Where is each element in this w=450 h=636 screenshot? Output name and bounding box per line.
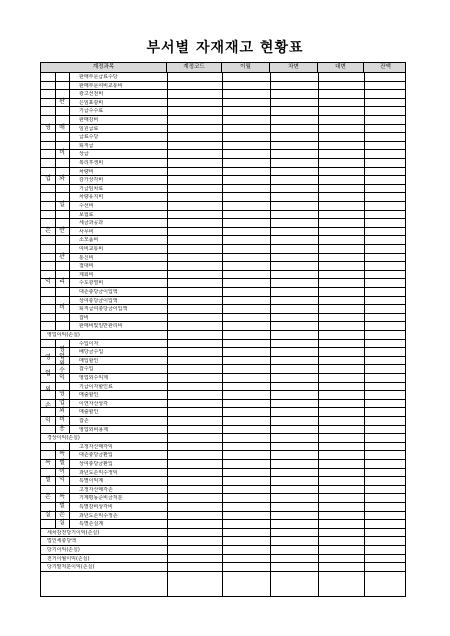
row-label: 급료수당 xyxy=(79,134,99,141)
row-label: 임원급료 xyxy=(79,125,99,132)
table-row xyxy=(41,99,405,108)
table-row xyxy=(41,365,405,374)
table-row xyxy=(41,245,405,254)
special-glyph: 실 xyxy=(45,510,51,518)
row-label: 사무비 xyxy=(79,228,94,235)
row-label: 대손충당금이입액 xyxy=(79,289,118,295)
row-label: 특별이익계 xyxy=(79,478,104,485)
nonop-income-glyph: 영 xyxy=(59,345,65,353)
table-row xyxy=(41,288,405,297)
row-label: 수선비 xyxy=(79,203,94,209)
table-row xyxy=(41,529,405,538)
special-loss-glyph: 실 xyxy=(59,519,65,527)
row-label: 기급임차료 xyxy=(79,185,104,192)
nonop-income-glyph: 익 xyxy=(59,374,65,382)
sales-admin-glyph: 리 xyxy=(59,278,65,286)
left-column-border xyxy=(69,443,70,529)
row-label: 배당금수입 xyxy=(79,349,104,356)
row-label: 특별감비상각비 xyxy=(79,504,113,510)
row-label: 고정자산매각익 xyxy=(79,443,113,450)
col-divider xyxy=(364,73,365,596)
row-label: 고정자산매각손 xyxy=(79,486,113,493)
header-account: 계정과목 xyxy=(41,63,167,72)
sales-admin-glyph: 매 xyxy=(59,123,65,131)
nonop-glyph: 손 xyxy=(45,401,51,409)
table-row xyxy=(41,331,405,340)
row-label: 제회비 xyxy=(79,271,94,278)
table-row xyxy=(41,494,405,503)
table-row xyxy=(41,357,405,366)
row-label: 과년도손익수정익 xyxy=(79,469,118,476)
table-row xyxy=(41,486,405,495)
row-label: 매출할인 xyxy=(79,392,99,399)
row-label: 영업외수익계 xyxy=(79,375,108,381)
row-label: 잡수입 xyxy=(79,366,94,373)
row-label: 영업외비용계 xyxy=(79,426,108,433)
header-credit: 대변 xyxy=(318,63,364,72)
row-label: 상급 xyxy=(79,151,89,158)
row-label: 퇴직급 xyxy=(79,142,94,149)
table-row xyxy=(41,73,405,82)
table-row xyxy=(41,279,405,288)
table-row xyxy=(41,417,405,426)
sales-admin-glyph: 반 xyxy=(59,226,65,234)
report-title: 부서별 자재재고 현황표 xyxy=(146,40,304,56)
table-row xyxy=(41,236,405,245)
special-gain-glyph: 이 xyxy=(59,467,65,475)
nonop-income-glyph: 수 xyxy=(59,367,65,375)
operating-glyph: 손 xyxy=(45,226,51,234)
row-label: 통신비 xyxy=(79,254,94,261)
row-label: 보험료 xyxy=(79,211,94,218)
sales-admin-glyph: 와 xyxy=(59,175,65,183)
col-divider xyxy=(167,73,168,596)
row-label: 판매부문급료수당 xyxy=(79,74,118,80)
sales-admin-glyph: 비 xyxy=(59,149,65,157)
table-row xyxy=(41,193,405,202)
row-label: 차량비 xyxy=(79,168,94,175)
special-glyph: 손 xyxy=(45,493,51,501)
nonop-glyph: 업 xyxy=(45,370,51,378)
header-carryover: 이월 xyxy=(222,63,270,72)
row-label: 판매부문여비교통비 xyxy=(79,82,123,89)
row-label: 접대비 xyxy=(79,263,94,270)
table-row xyxy=(41,142,405,151)
table-row xyxy=(41,460,405,469)
table-row xyxy=(41,520,405,529)
col-divider xyxy=(222,73,223,596)
nonop-exp-glyph: 업 xyxy=(59,398,65,406)
row-label: 판매비및일반관리비 xyxy=(79,323,123,330)
table-row xyxy=(41,469,405,478)
table-row xyxy=(41,426,405,435)
table-row xyxy=(41,443,405,452)
special-loss-glyph: 별 xyxy=(59,502,65,509)
row-label: 잡비 xyxy=(79,314,89,321)
row-label: 은임표광비 xyxy=(79,99,104,106)
table-row xyxy=(41,219,405,228)
row-label: 법인세충당액 xyxy=(47,538,76,545)
table-row xyxy=(41,391,405,400)
col-divider xyxy=(318,73,319,596)
nonop-exp-glyph: 영 xyxy=(59,390,65,398)
row-label: 수도광열비 xyxy=(79,280,104,287)
nonop-exp-glyph: 비 xyxy=(59,416,65,423)
operating-glyph: 익 xyxy=(45,278,51,286)
row-label: 판매감비 xyxy=(79,117,99,123)
operating-glyph: 영 xyxy=(45,123,51,131)
special-loss-glyph: 특 xyxy=(59,493,65,501)
table-row xyxy=(41,400,405,409)
row-label: 전기이월이익(손실) xyxy=(47,555,90,562)
table-row xyxy=(41,262,405,271)
table-row xyxy=(41,512,405,521)
row-label: 소모품비 xyxy=(79,237,99,244)
sales-admin-glyph: 일 xyxy=(59,201,65,208)
table-row xyxy=(41,168,405,177)
sales-admin-glyph: 판 xyxy=(59,97,65,105)
table-header xyxy=(41,63,405,73)
nonop-glyph: 영 xyxy=(45,354,51,362)
table-row xyxy=(41,254,405,263)
nonop-exp-glyph: 용 xyxy=(59,424,65,432)
row-label: 매입할인 xyxy=(79,357,99,364)
table-row xyxy=(41,116,405,125)
row-label: 세차감전당기이익(손실) xyxy=(47,529,100,536)
table-row xyxy=(41,434,405,443)
row-label: 기급이자할인료 xyxy=(79,383,113,390)
table-row xyxy=(41,563,405,572)
table-row xyxy=(41,185,405,194)
row-label: 경상이익(손실) xyxy=(47,435,80,442)
nonop-exp-glyph: 외 xyxy=(59,407,65,415)
row-label: 당기말처분이익(손실) xyxy=(47,564,95,571)
nonop-glyph: 외 xyxy=(45,385,51,393)
row-label: 광고선전비 xyxy=(79,91,104,98)
table-row xyxy=(41,211,405,220)
table-row xyxy=(41,176,405,185)
table-row xyxy=(41,228,405,237)
row-label: 영업이익(손실) xyxy=(47,332,80,338)
row-label: 상여충당금환입 xyxy=(79,461,113,467)
row-label: 복리후생비 xyxy=(79,160,104,166)
special-gain-glyph: 특 xyxy=(59,450,65,458)
special-gain-glyph: 익 xyxy=(59,476,65,484)
table-row xyxy=(41,374,405,383)
row-label: 대손충당금환입 xyxy=(79,452,113,459)
table-row xyxy=(41,555,405,564)
table-row xyxy=(41,305,405,314)
col-divider xyxy=(270,73,271,596)
table-row xyxy=(41,125,405,134)
sales-admin-glyph: 관 xyxy=(59,252,65,260)
table-row xyxy=(41,314,405,323)
table-row xyxy=(41,82,405,91)
table-row xyxy=(41,322,405,331)
header-code: 계정코드 xyxy=(167,63,222,72)
operating-glyph: 업 xyxy=(45,175,51,183)
left-column-border xyxy=(69,340,70,435)
row-label: 특별손실계 xyxy=(79,521,104,528)
table-row xyxy=(41,477,405,486)
row-label: 과년도손익수정손 xyxy=(79,512,118,519)
row-label: 차량유지비 xyxy=(79,194,104,201)
nonop-income-glyph: 외 xyxy=(59,360,65,368)
ledger-table xyxy=(40,62,406,597)
sales-admin-glyph: 비 xyxy=(59,304,65,312)
special-gain-glyph: 별 xyxy=(59,459,65,466)
table-row xyxy=(41,537,405,546)
special-loss-glyph: 손 xyxy=(59,510,65,518)
special-glyph: 별 xyxy=(45,476,51,484)
table-row xyxy=(41,383,405,392)
left-column-border xyxy=(69,73,70,331)
table-row xyxy=(41,408,405,417)
table-row xyxy=(41,451,405,460)
special-glyph: 특 xyxy=(45,459,51,466)
row-label: 상여충당금이입액 xyxy=(79,297,118,304)
table-row xyxy=(41,107,405,116)
row-label: 세금과공과 xyxy=(79,220,104,227)
row-label: 기계평동준비금처분 xyxy=(79,495,123,502)
table-row xyxy=(41,297,405,306)
nonop-income-glyph: 업 xyxy=(59,352,65,360)
header-balance: 잔액 xyxy=(380,64,391,70)
header-debit: 차변 xyxy=(270,63,318,72)
row-label: 감가상각비 xyxy=(79,177,104,184)
table-row xyxy=(41,202,405,211)
row-label: 퇴직급여충당금이입액 xyxy=(79,306,128,313)
table-row xyxy=(41,150,405,159)
row-label: 여비교통비 xyxy=(79,246,104,252)
table-row xyxy=(41,159,405,168)
row-label: 당기이익(손실) xyxy=(47,547,80,553)
table-row xyxy=(41,348,405,357)
row-label: 수입이자 xyxy=(79,340,99,347)
table-row xyxy=(41,271,405,280)
row-label: 기급수수료 xyxy=(79,108,104,115)
row-label: 잡손 xyxy=(79,418,89,424)
nonop-glyph: 익 xyxy=(45,417,51,425)
table-row xyxy=(41,546,405,555)
table-row xyxy=(41,133,405,142)
table-row xyxy=(41,340,405,349)
table-row xyxy=(41,503,405,512)
row-label: 이연자산상각 xyxy=(79,400,108,407)
table-row xyxy=(41,90,405,99)
row-label: 매출할인 xyxy=(79,409,99,416)
